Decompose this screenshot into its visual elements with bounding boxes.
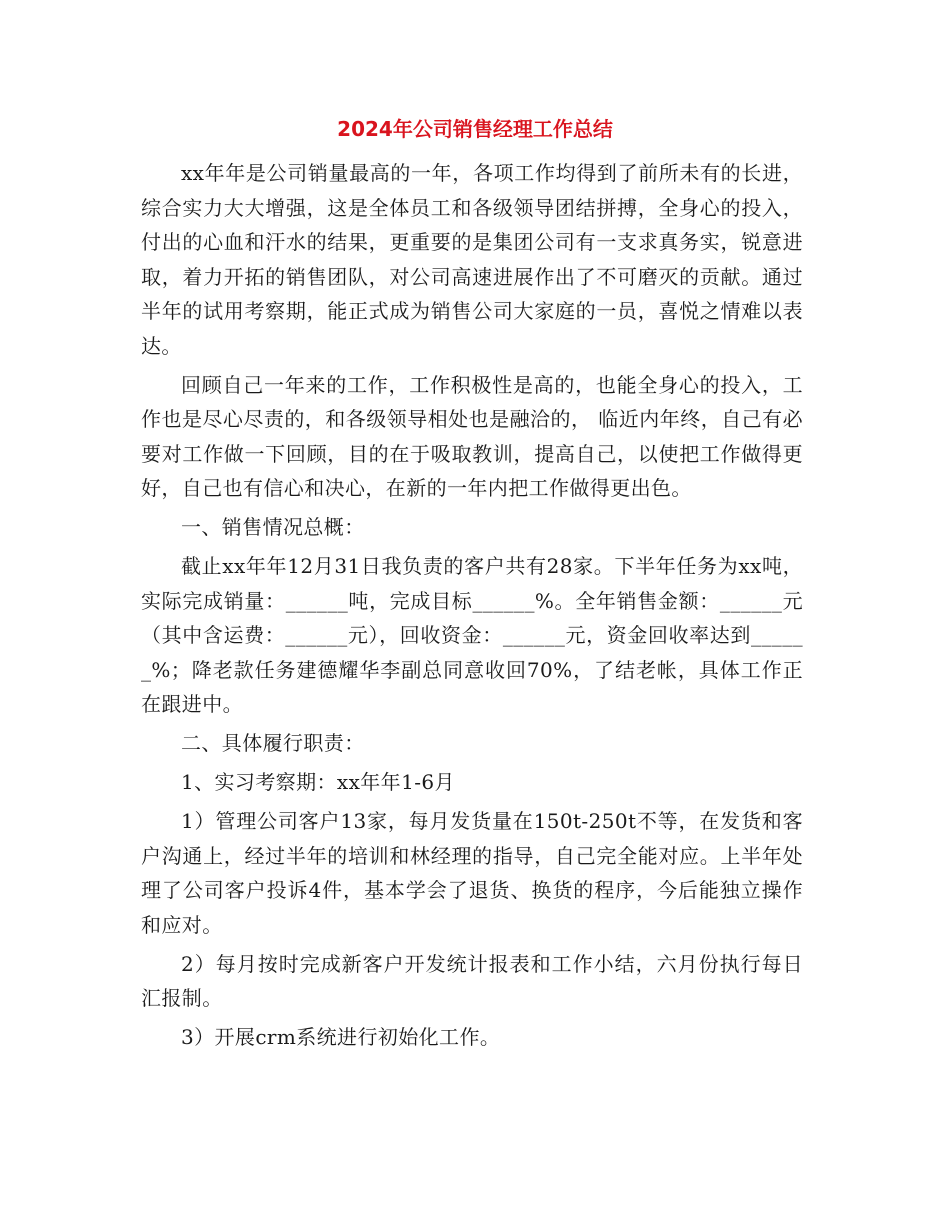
paragraph-sales-figures: 截止xx年年12月31日我负责的客户共有28家。下半年任务为xx吨，实际完成销量：______吨，完成目标______%。全年销售金额：______元（其中含运费：______元），回收资金：______元，资金回收率达到______%；降老款任务建德耀华李副总同意收回70%，了结老帐，具体工作正在跟进中。 — [141, 554, 803, 716]
list-item-monthly-reports: 2）每月按时完成新客户开发统计报表和工作小结，六月份执行每日汇报制。 — [141, 951, 803, 1010]
section-heading-sales-overview: 一、销售情况总概： — [181, 515, 365, 539]
document-title: 2024年公司销售经理工作总结 — [337, 117, 613, 141]
paragraph-intro: xx年年是公司销量最高的一年，各项工作均得到了前所未有的长进，综合实力大大增强，这是全体员工和各级领导团结拼搏，全身心的投入，付出的心血和汗水的结果，更重要的是集团公司有一支求真务实，锐意进取，着力开拓的销售团队，对公司高速进展作出了不可磨灭的贡献。通过半年的试用考察期，能正式成为销售公司大家庭的一员，喜悦之情难以表达。 — [141, 161, 803, 358]
list-item-crm-setup: 3）开展crm系统进行初始化工作。 — [181, 1025, 501, 1049]
list-item-client-management: 1）管理公司客户13家，每月发货量在150t-250t不等，在发货和客户沟通上，经过半年的培训和林经理的指导，自己完全能对应。上半年处理了公司客户投诉4件，基本学会了退货、换货的程序，今后能独立操作和应对。 — [141, 809, 803, 937]
paragraph-review: 回顾自己一年来的工作，工作积极性是高的，也能全身心的投入，工作也是尽心尽责的，和各级领导相处也是融洽的， 临近内年终，自己有必要对工作做一下回顾，目的在于吸取教训，提高自己，以使把工作做得更好，自己也有信心和决心，在新的一年内把工作做得更出色。 — [141, 372, 803, 500]
subheading-internship-period: 1、实习考察期：xx年年1-6月 — [181, 770, 455, 794]
document-body — [141, 156, 803, 1059]
section-heading-duties: 二、具体履行职责： — [181, 731, 365, 755]
